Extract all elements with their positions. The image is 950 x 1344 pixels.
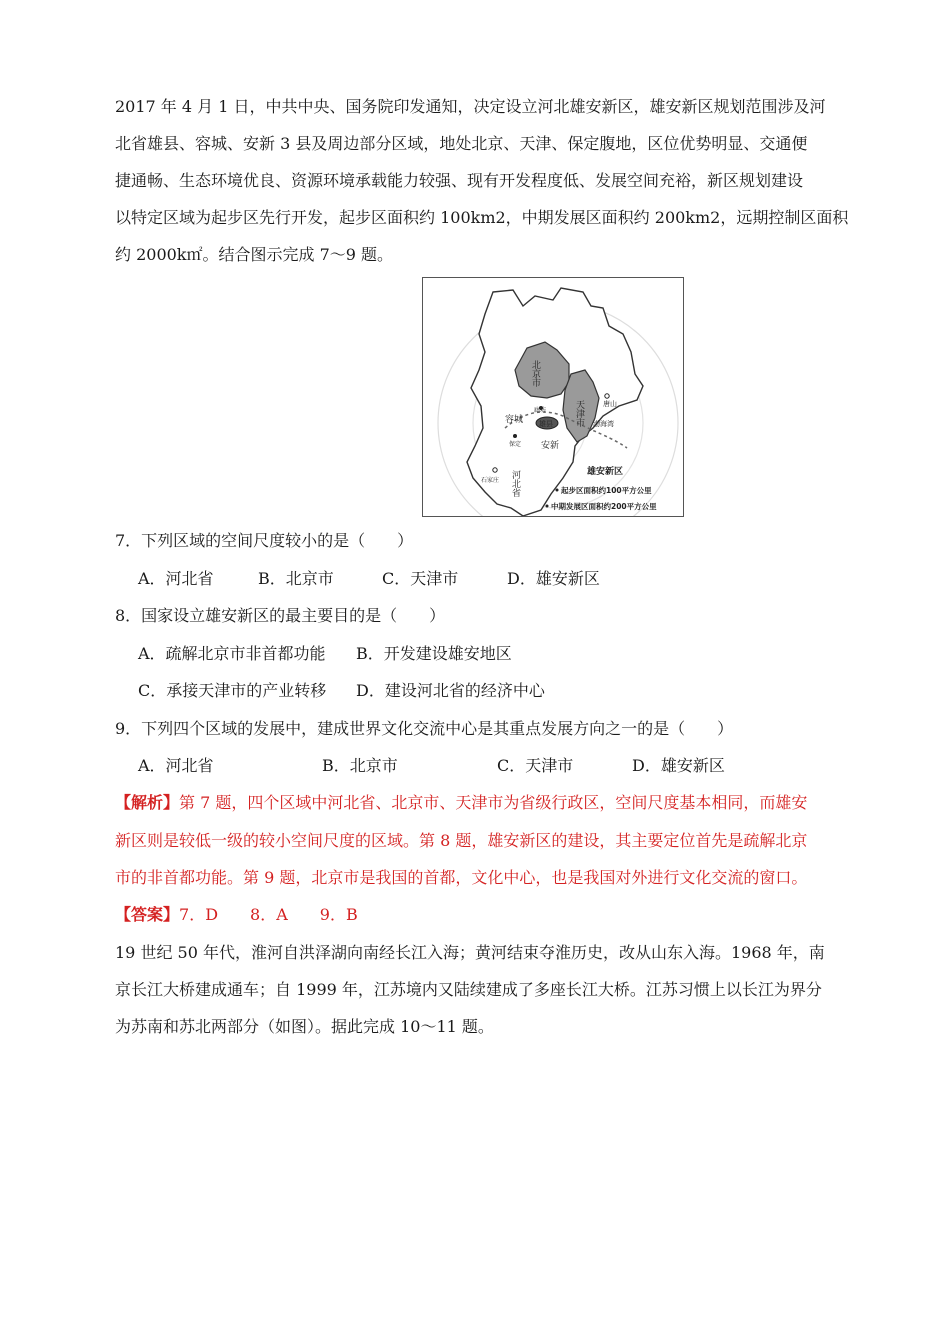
q8-option-a: A．疏解北京市非首都功能 bbox=[138, 644, 326, 663]
tianjin-label: 天津市 bbox=[574, 400, 584, 427]
q7-option-a: A．河北省 bbox=[138, 569, 214, 588]
q9-option-b: B．北京市 bbox=[322, 756, 398, 775]
q7-stem: 7．下列区域的空间尺度较小的是（ ） bbox=[115, 531, 414, 550]
beijing-label: 北京市 bbox=[530, 360, 540, 387]
q8-option-c: C．承接天津市的产业转移 bbox=[138, 681, 327, 700]
intro1-line-5: 约 2000k㎡。结合图示完成 7～9 题。 bbox=[115, 245, 394, 264]
q9-stem: 9．下列四个区域的发展中，建成世界文化交流中心是其重点发展方向之一的是（ ） bbox=[115, 719, 734, 738]
shijiazhuang-dot bbox=[493, 468, 497, 472]
hebei-label: 河北省 bbox=[510, 470, 520, 497]
q7-option-b: B．北京市 bbox=[258, 569, 334, 588]
legend-dot-1 bbox=[556, 489, 559, 492]
xiongan-map-figure bbox=[422, 277, 684, 517]
rongcheng-label: 容城 bbox=[505, 415, 524, 425]
intro1-line-4: 以特定区域为起步区先行开发，起步区面积约 100km2，中期发展区面积约 200km2，远期控制区面积 bbox=[115, 208, 849, 227]
answer-text: 7．D 8．A 9．B bbox=[179, 905, 358, 924]
q9-option-c: C．天津市 bbox=[497, 756, 574, 775]
xiongxian-label: 雄县 bbox=[539, 420, 553, 428]
analysis-line-3: 市的非首都功能。第 9 题，北京市是我国的首都，文化中心，也是我国对外进行文化交流的窗口。 bbox=[115, 868, 808, 887]
legend-dot-2 bbox=[546, 505, 549, 508]
intro1-line-3: 捷通畅、生态环境优良、资源环境承载能力较强、现有开发程度低、发展空间充裕，新区规划建设 bbox=[115, 171, 804, 190]
q7-option-c: C．天津市 bbox=[382, 569, 459, 588]
q7-option-d: D．雄安新区 bbox=[507, 569, 600, 588]
q9-option-a: A．河北省 bbox=[138, 756, 214, 775]
legend-item-2: 中期发展区面积约200平方公里 bbox=[551, 502, 657, 511]
legend-title: 雄安新区 bbox=[587, 467, 624, 477]
analysis-text-1: 第 7 题，四个区域中河北省、北京市、天津市为省级行政区，空间尺度基本相同，而雄安 bbox=[179, 793, 808, 812]
xiongan-map-svg bbox=[423, 278, 684, 517]
intro2-line-2: 京长江大桥建成通车；自 1999 年，江苏境内又陆续建成了多座长江大桥。江苏习惯上以长江为界分 bbox=[115, 980, 822, 999]
analysis-tag: 【解析】 bbox=[115, 793, 180, 812]
intro1-line-1: 2017 年 4 月 1 日，中共中央、国务院印发通知，决定设立河北雄安新区，雄安新区规划范围涉及河 bbox=[115, 97, 826, 116]
answer-tag: 【答案】 bbox=[115, 905, 180, 924]
analysis-line-1 bbox=[115, 792, 807, 814]
intro2-line-1: 19 世纪 50 年代，淮河自洪泽湖向南经长江入海；黄河结束夺淮历史，改从山东入海。1968 年，南 bbox=[115, 943, 825, 962]
tangshan-dot bbox=[605, 394, 609, 398]
intro1-line-2: 北省雄县、容城、安新 3 县及周边部分区域，地处北京、天津、保定腹地，区位优势明显、交通便 bbox=[115, 134, 808, 153]
q8-option-b: B．开发建设雄安地区 bbox=[356, 644, 512, 663]
analysis-line-2: 新区则是较低一级的较小空间尺度的区域。第 8 题，雄安新区的建设，其主要定位首先是疏解北京 bbox=[115, 831, 808, 850]
anxin-label: 安新 bbox=[541, 441, 560, 451]
intro2-line-3: 为苏南和苏北两部分（如图）。据此完成 10～11 题。 bbox=[115, 1017, 494, 1036]
q9-option-d: D．雄安新区 bbox=[632, 756, 725, 775]
q8-option-d: D．建设河北省的经济中心 bbox=[356, 681, 545, 700]
baoding-label: 保定 bbox=[509, 441, 522, 448]
tangshan-label: 唐山 bbox=[603, 400, 617, 408]
baoding-dot bbox=[513, 434, 517, 438]
q8-stem: 8．国家设立雄安新区的最主要目的是（ ） bbox=[115, 606, 446, 625]
langfang-label: 廊坊 bbox=[534, 407, 547, 414]
shijiazhuang-label: 石家庄 bbox=[481, 477, 500, 484]
legend-item-1: 起步区面积约100平方公里 bbox=[561, 486, 652, 495]
bohai-label: 渤海湾 bbox=[593, 420, 614, 428]
answer-line bbox=[115, 904, 358, 926]
